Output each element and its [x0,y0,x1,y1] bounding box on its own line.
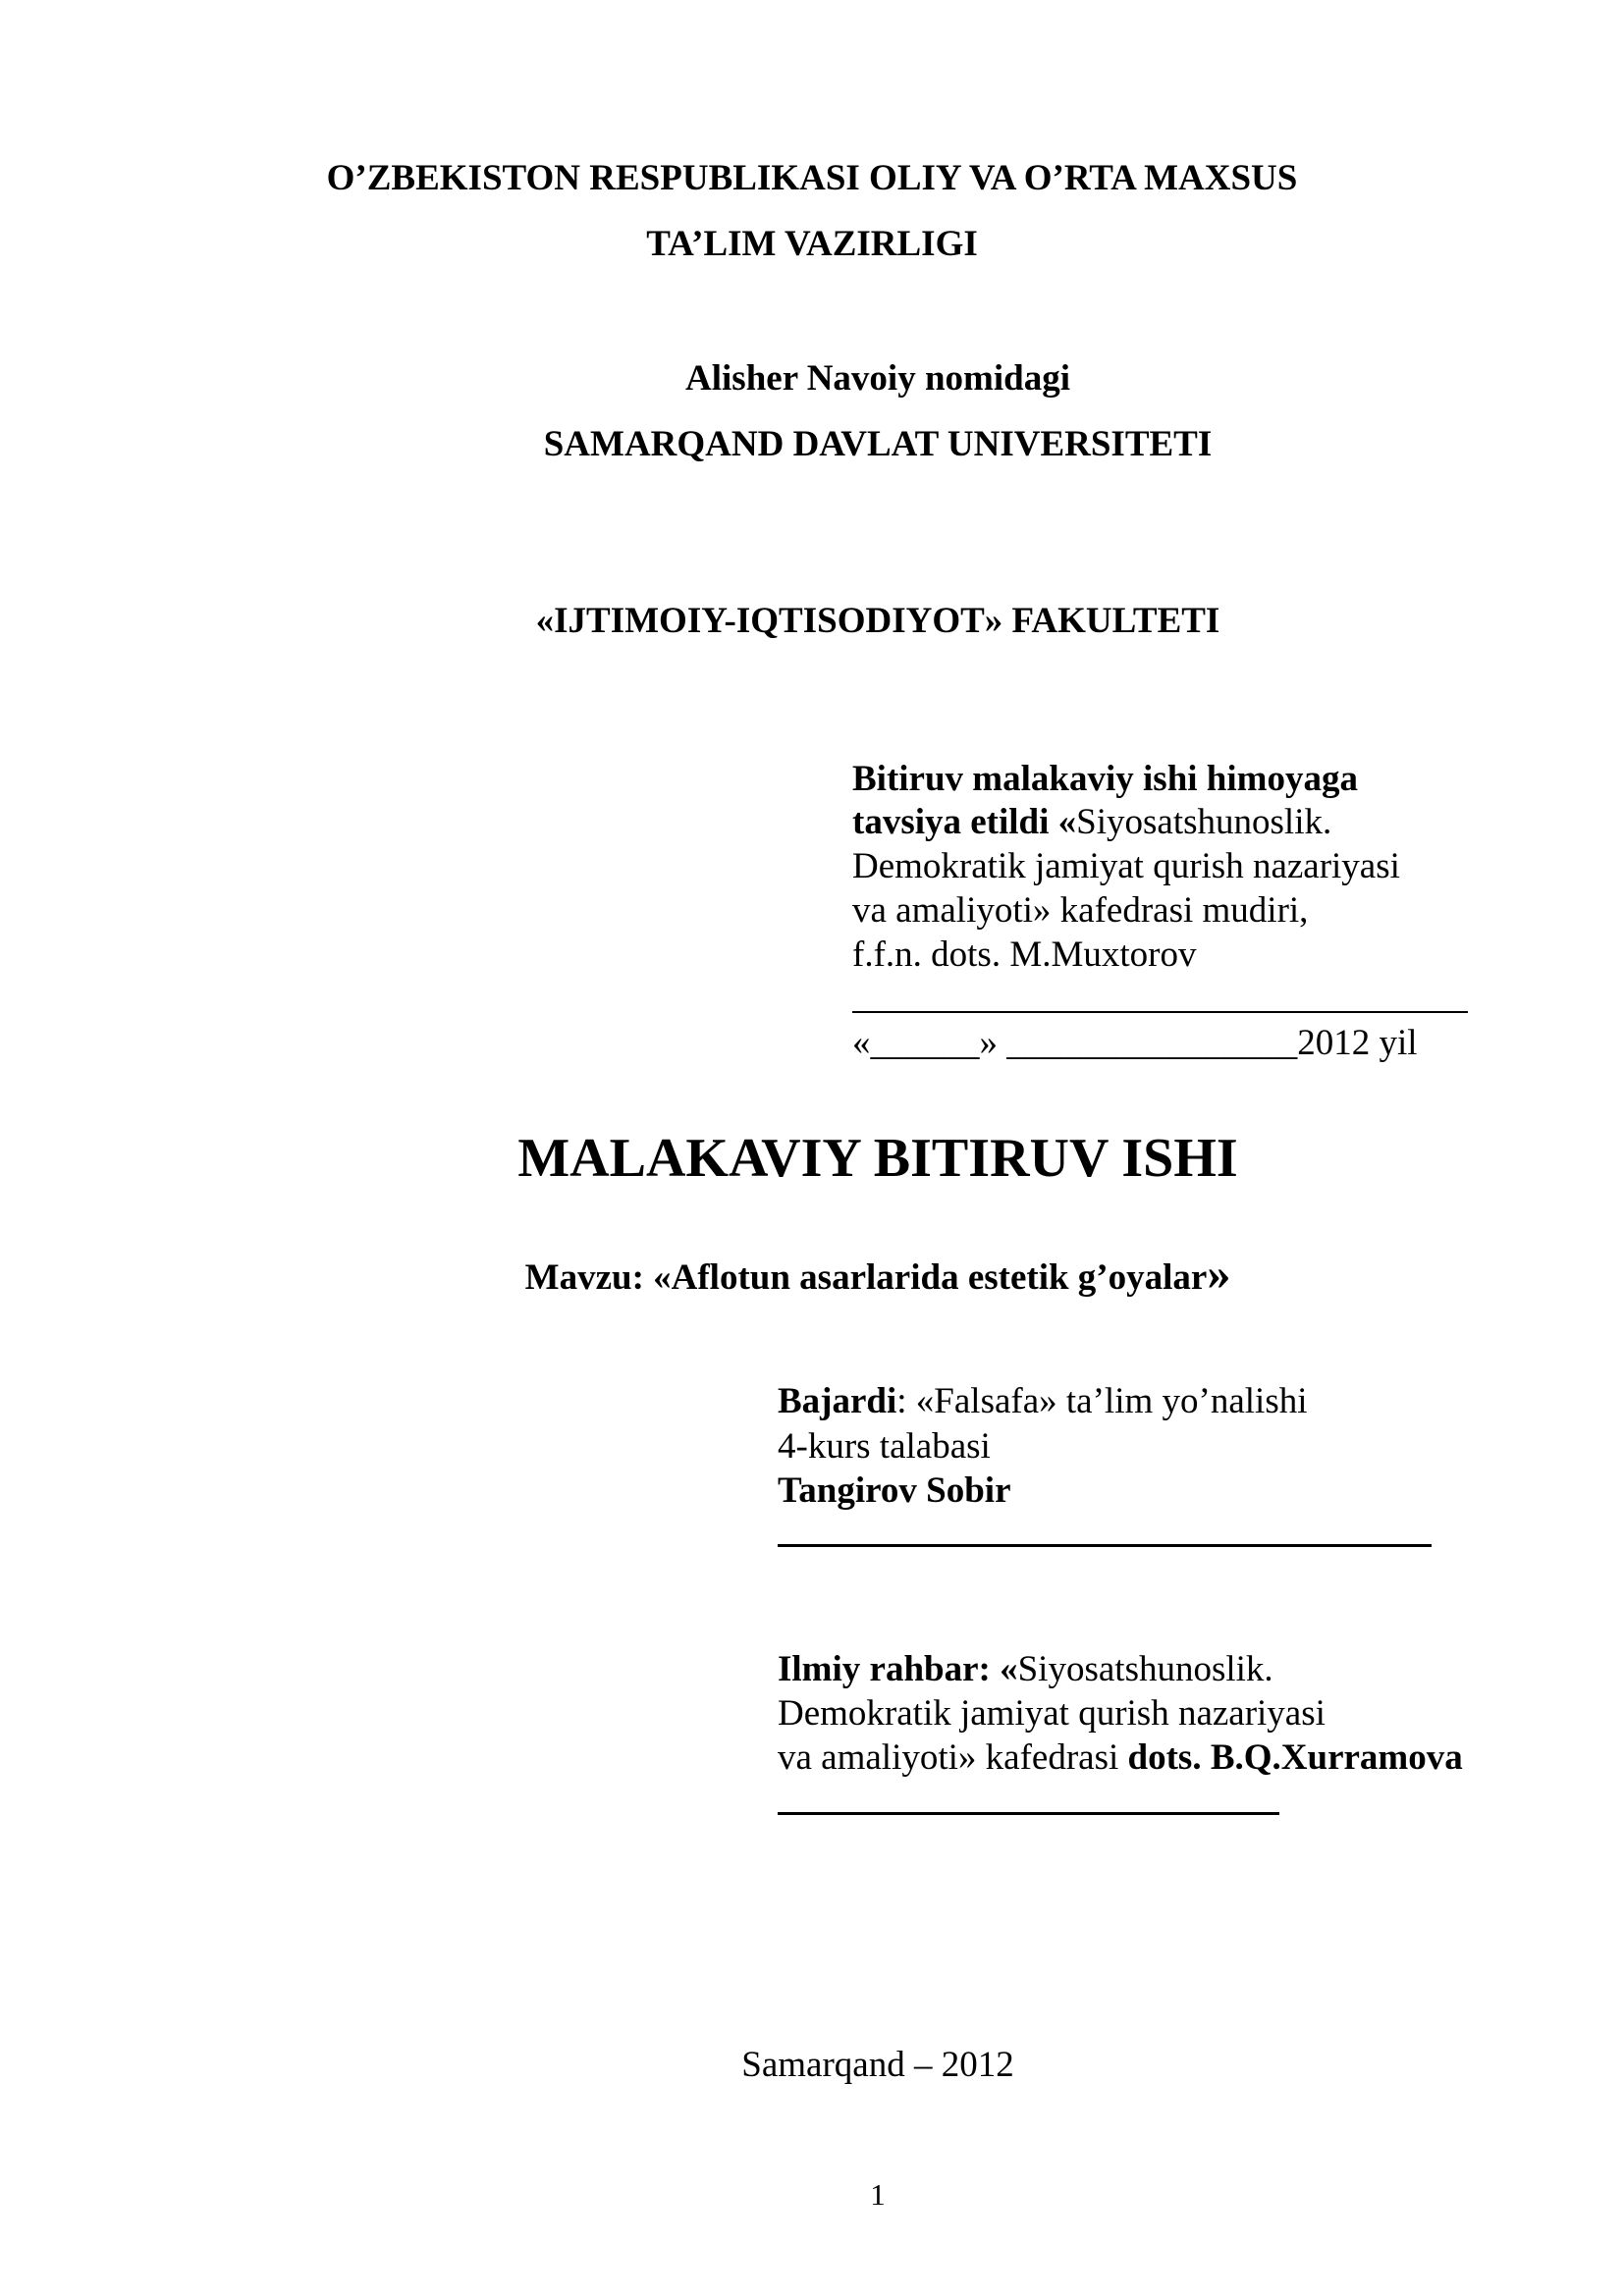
faculty-name: «IJTIMOIY-IQTISODIYOT» FAKULTETI [535,601,1220,641]
supervisor-dept-end: va amaliyoti» kafedrasi [778,1737,1128,1778]
ministry-title-line2: TA’LIM VAZIRLIGI [646,224,978,264]
supervisor-dept-start: Siyosatshunoslik. [1017,1649,1273,1689]
performer-program: : «Falsafa» ta’lim yo’nalishi [896,1381,1308,1421]
date-day-blank: ______ [870,1023,980,1063]
performer-label: Bajardi [778,1381,897,1421]
page-number: 1 [870,2177,886,2212]
supervisor-name: dots. B.Q.Xurramova [1127,1737,1463,1778]
approval-line1: Bitiruv malakaviy ishi himoyaga [852,759,1358,799]
topic-text: Mavzu: «Aflotun asarlarida estetik g’oyalar [524,1257,1208,1298]
topic-line [0,1248,1624,1300]
city-year: Samarqand – 2012 [741,2045,1014,2085]
date-month-blank: ________________ [1006,1023,1298,1063]
performer-name: Tangirov Sobir [778,1470,1011,1511]
supervisor-label: Ilmiy rahbar: « [778,1649,1018,1689]
performer-signature-line [778,1544,1432,1547]
supervisor-line1 [778,1651,1273,1687]
approval-line3: Demokratik jamiyat qurish nazariyasi [852,846,1400,886]
approval-line5: f.f.n. dots. M.Muxtorov [852,934,1197,975]
performer-line2: 4-kurs talabasi [778,1426,991,1467]
approval-line2 [852,804,1331,840]
supervisor-line3 [778,1739,1463,1776]
topic-close-quote: » [1207,1248,1231,1300]
approval-line2-bold: tavsiya etildi « [852,802,1077,842]
approval-signature-line [852,1011,1468,1013]
approval-date-line [852,1025,1418,1061]
date-open-quote: « [852,1023,871,1063]
supervisor-line2: Demokratik jamiyat qurish nazariyasi [778,1693,1326,1734]
university-name-line1: Alisher Navoiy nomidagi [685,358,1070,399]
date-year: 2012 yil [1297,1023,1418,1063]
ministry-title-line1: O’ZBEKISTON RESPUBLIKASI OLIY VA O’RTA MAXSUS [326,158,1298,198]
document-title: MALAKAVIY BITIRUV ISHI [517,1128,1238,1189]
performer-line1 [778,1383,1308,1419]
approval-line4: va amaliyoti» kafedrasi mudiri, [852,890,1309,931]
supervisor-signature-line [778,1812,1279,1815]
approval-line2-normal: Siyosatshunoslik. [1076,802,1332,842]
date-close-quote: » [979,1023,1007,1063]
university-name-line2: SAMARQAND DAVLAT UNIVERSITETI [543,424,1213,464]
